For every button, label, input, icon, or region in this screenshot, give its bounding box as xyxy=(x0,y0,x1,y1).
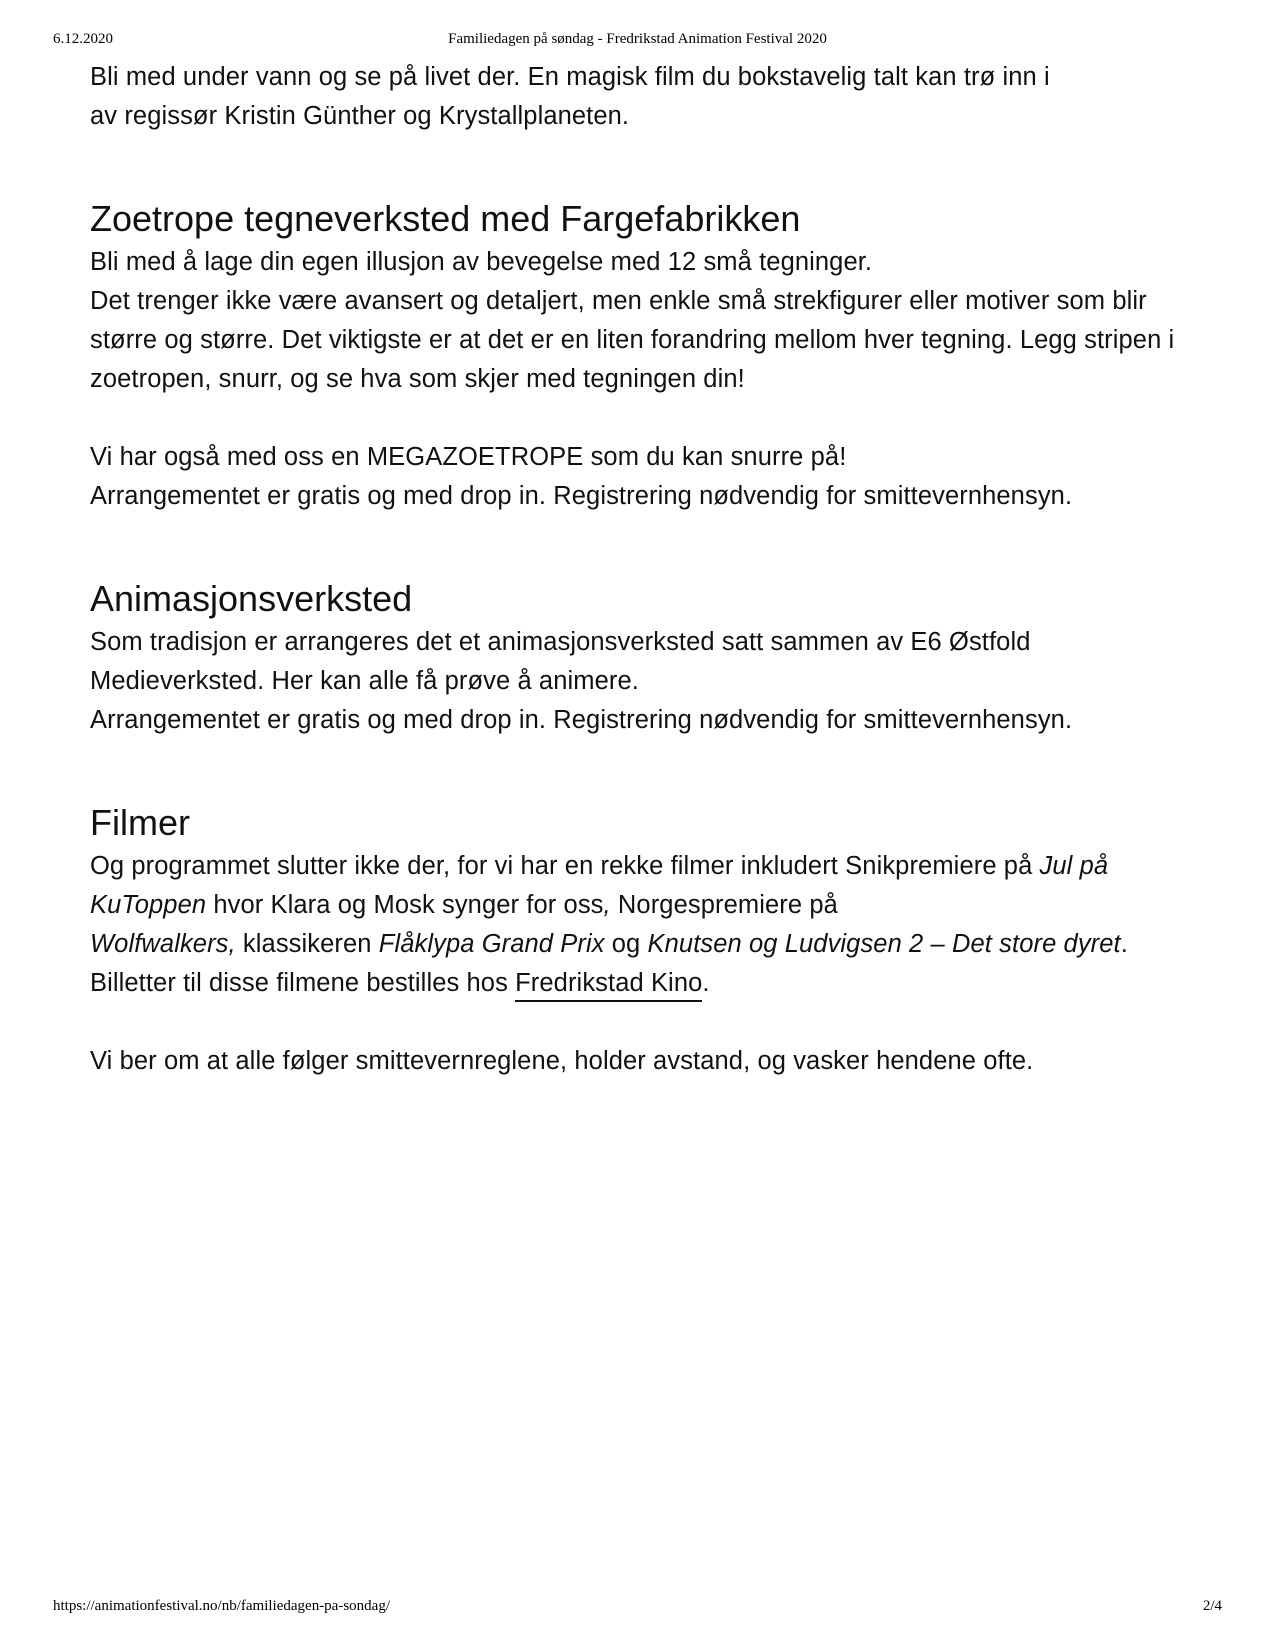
print-url: https://animationfestival.no/nb/familiedagen-pa-sondag/ xyxy=(53,1598,391,1614)
zoetrope-paragraph-2 xyxy=(90,438,1190,516)
film-title-knutsen-og-ludvigsen: Knutsen og Ludvigsen 2 – Det store dyret xyxy=(647,930,1121,958)
print-page-number: 2/4 xyxy=(1202,1598,1222,1614)
zoetrope-p1-rest: Det trenger ikke være avansert og detaljert, men enkle små strekfigurer eller motiver som blir større og større. Det viktigste er at det er en liten forandring mellom hver tegning. Legg stripen i zoetropen, snurr, og se hva som skjer med tegningen din! xyxy=(90,287,1175,393)
filmer-heading: Filmer xyxy=(90,802,190,843)
film-title-wolfwalkers: Wolfwalkers, xyxy=(90,930,236,958)
animasjon-p2: Arrangementet er gratis og med drop in. Registrering nødvendig for smittevernhensyn. xyxy=(90,706,1073,734)
animasjon-paragraph xyxy=(90,623,1190,740)
fredrikstad-kino-link[interactable]: Fredrikstad Kino xyxy=(515,969,702,1002)
print-header xyxy=(0,31,1275,51)
intro-line-2: av regissør Kristin Günther og Krystallplaneten. xyxy=(90,102,630,130)
filmer-text-6: . Billetter til disse filmene bestilles hos xyxy=(90,930,1128,997)
intro-line-1: Bli med under vann og se på livet der. En magisk film du bokstavelig talt kan trø inn i xyxy=(90,63,1050,91)
filmer-paragraph xyxy=(90,847,1190,1003)
print-footer xyxy=(0,1598,1275,1618)
intro-paragraph xyxy=(90,58,1190,136)
zoetrope-paragraph-1 xyxy=(90,243,1190,399)
filmer-text-4: klassikeren xyxy=(235,930,379,958)
film-title-flaklypa: Flåklypa Grand Prix xyxy=(378,930,605,958)
filmer-text-1: Og programmet slutter ikke der, for vi har en rekke filmer inkludert Snikpremiere på xyxy=(90,852,1040,880)
film-title-jul-pa-kutoppen: Jul på KuToppen xyxy=(90,852,1109,919)
filmer-text-7: . xyxy=(702,969,710,997)
filmer-text-2: hvor Klara og Mosk synger for oss xyxy=(206,891,604,919)
zoetrope-heading: Zoetrope tegneverksted med Fargefabrikken xyxy=(90,198,801,239)
animasjon-heading: Animasjonsverksted xyxy=(90,578,413,619)
closing-paragraph: Vi ber om at alle følger smittevernreglene, holder avstand, og vasker hendene ofte. xyxy=(90,1047,1034,1075)
article-body xyxy=(90,58,1190,1081)
zoetrope-p1-line1: Bli med å lage din egen illusjon av bevegelse med 12 små tegninger. xyxy=(90,248,873,276)
zoetrope-p2-rest: Arrangementet er gratis og med drop in. Registrering nødvendig for smittevernhensyn. xyxy=(90,482,1073,510)
zoetrope-p2-line1: Vi har også med oss en MEGAZOETROPE som du kan snurre på! xyxy=(90,443,847,471)
print-page-title: Familiedagen på søndag - Fredrikstad Animation Festival 2020 xyxy=(448,31,827,47)
filmer-text-3: Norgespremiere på xyxy=(610,891,838,919)
animasjon-p1: Som tradisjon er arrangeres det et animasjonsverksted satt sammen av E6 Østfold Medieverksted. Her kan alle få prøve å animere. xyxy=(90,628,1031,695)
print-date: 6.12.2020 xyxy=(53,31,113,47)
filmer-text-5: og xyxy=(604,930,648,958)
filmer-italic-comma: , xyxy=(603,891,611,919)
